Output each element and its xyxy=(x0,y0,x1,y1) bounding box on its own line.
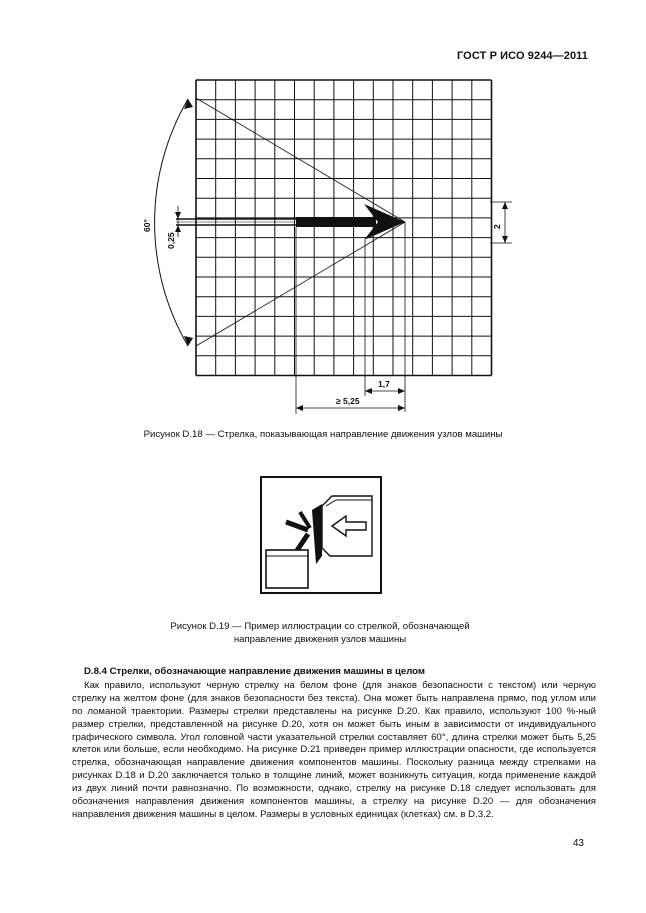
length-arrow-left xyxy=(296,405,303,411)
figure-d19-illustration xyxy=(260,476,382,594)
stroke-dim-arrow-bottom xyxy=(175,225,181,232)
section-paragraph: Как правило, используют черную стрелку на белом фоне (для знаков безопасности с текстом) или черную стрелку на желтом фоне (для знаков безопасности без текста). Она может быть направлена прямо, под углом или по ломаной траектории. Размеры стрелки представлены на рисунке D.20. Как правило, используют 100 %-ный размер стрелки, представленной на рисунке D.20, хотя он может быть иным в зависимости от индивидуального графического символа. Угол головной части указательной стрелки составляет 60°, длина стрелки может быть 5,25 клеток или больше, если необходимо. На рисунке D.21 приведен пример иллюстрации опасности, где используется стрелка, обозначающая направление движения компонентов машины. Поскольку разница между стрелками на рисунках D.18 и D.20 заключается только в толщине линий, может возникнуть ситуация, когда применение каждой из двух линий почти равнозначно. По возможности, однако, стрелку на рисунке D.18 следует использовать для обозначения направления движения компонентов машины, а стрелку на рисунке D.20 — для обозначения направления движения машины в целом. Размеры в условных единицах (клетках) см. в D.3.2. xyxy=(72,679,596,820)
height-arrow-bottom xyxy=(502,236,508,243)
stroke-label: 0,25 xyxy=(166,232,176,249)
height-arrow-top xyxy=(502,202,508,209)
section-heading: D.8.4 Стрелки, обозначающие направление движения машины в целом xyxy=(84,666,426,677)
length-label: ≥ 5,25 xyxy=(336,396,360,406)
length-arrow-right xyxy=(398,405,405,411)
figure-d19-caption-line1: Рисунок D.19 — Пример иллюстрации со стрелкой, обозначающей xyxy=(170,621,470,632)
figure-d19-caption xyxy=(140,621,500,646)
head-arrow-right xyxy=(398,388,405,394)
head-label: 1,7 xyxy=(378,379,390,389)
height-label: 2 xyxy=(492,224,502,229)
figure-d18-caption: Рисунок D.18 — Стрелка, показывающая направление движения узлов машины xyxy=(143,429,503,440)
figure-d19-caption-line2: направление движения узлов машины xyxy=(233,633,407,645)
arrow-shaft-bold xyxy=(296,217,376,227)
section-d84 xyxy=(72,666,596,822)
standard-header: ГОСТ Р ИСО 9244—2011 xyxy=(456,50,588,62)
angle-arc xyxy=(155,99,188,346)
figure-d18-arrow-grid xyxy=(0,0,646,425)
angle-label: 60° xyxy=(142,219,152,232)
page-number: 43 xyxy=(572,838,584,849)
head-arrow-left xyxy=(365,388,372,394)
stroke-dim-arrow-top xyxy=(175,212,181,219)
